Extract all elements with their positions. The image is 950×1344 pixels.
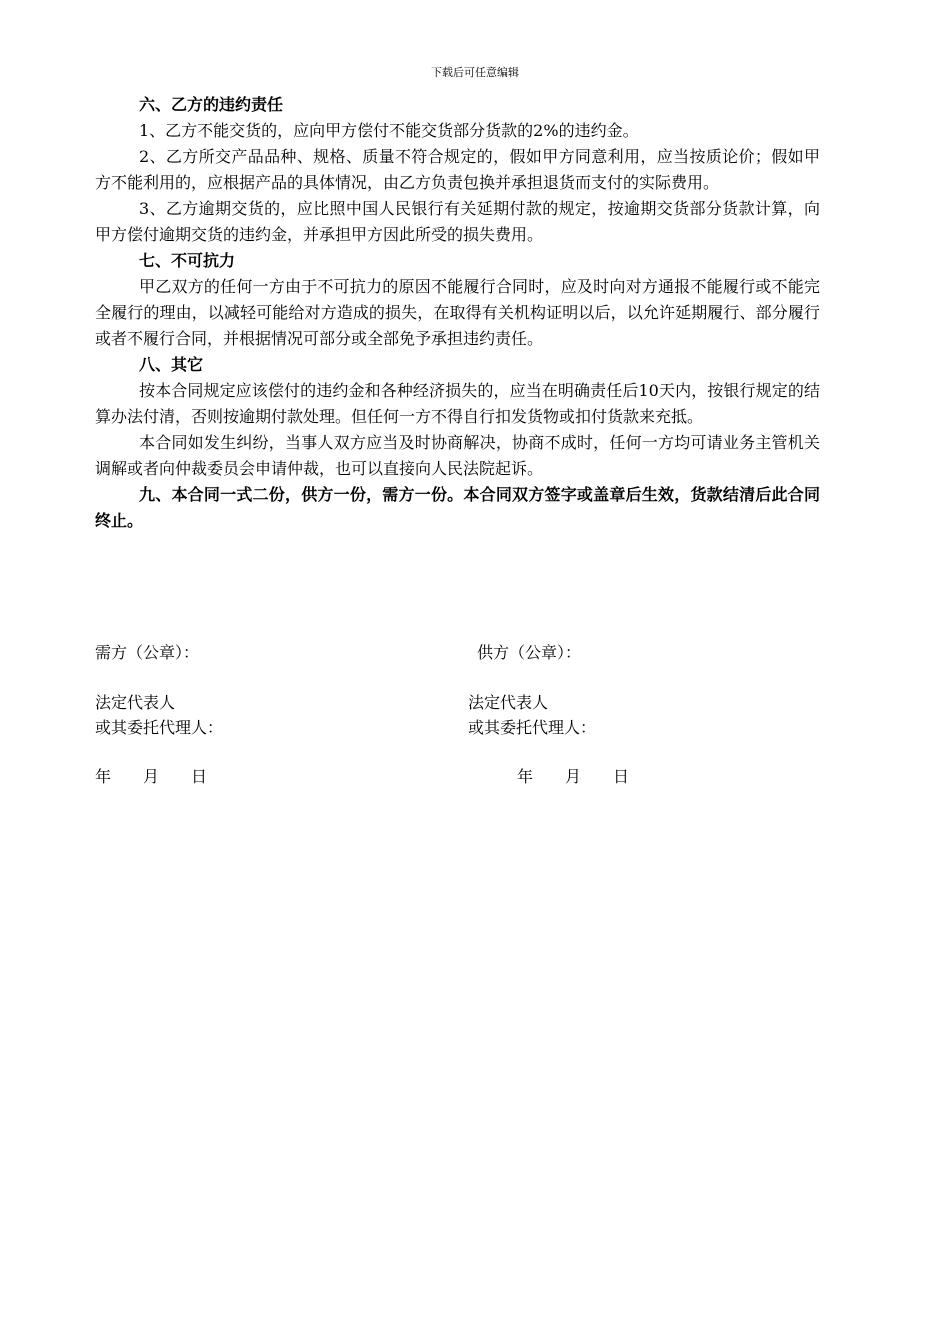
section-6-paragraph-2: 2、乙方所交产品品种、规格、质量不符合规定的，假如甲方同意利用，应当按质论价；假如甲方不能利用的，应根据产品的具体情况，由乙方负责包换并承担退货而支付的实际费用。 — [95, 147, 820, 192]
contract-body — [95, 92, 820, 534]
seller-legal-rep-label: 法定代表人 — [468, 693, 549, 712]
section-8-paragraph-2: 本合同如发生纠纷，当事人双方应当及时协商解决，协商不成时，任何一方均可请业务主管机关调解或者向仲裁委员会申请仲裁，也可以直接向人民法院起诉。 — [95, 433, 820, 478]
section-6-title: 六、乙方的违约责任 — [139, 95, 284, 114]
seller-date-day: 日 — [613, 767, 630, 786]
buyer-date-year: 年 — [95, 767, 112, 786]
seller-date-month: 月 — [565, 767, 582, 786]
section-9-clause: 九、本合同一式二份，供方一份，需方一份。本合同双方签字或盖章后生效，货款结清后此合同终止。 — [95, 485, 820, 530]
buyer-seal-label: 需方（公章）： — [95, 643, 200, 662]
seller-seal-label: 供方（公章）： — [477, 643, 582, 662]
section-8-paragraph-1: 按本合同规定应该偿付的违约金和各种经济损失的，应当在明确责任后10天内，按银行规定的结算办法付清，否则按逾期付款处理。但任何一方不得自行扣发货物或扣付货款来充抵。 — [95, 381, 820, 426]
section-7-paragraph-1: 甲乙双方的任何一方由于不可抗力的原因不能履行合同时，应及时向对方通报不能履行或不能完全履行的理由，以减轻可能给对方造成的损失，在取得有关机构证明以后，以允许延期履行、部分履行或者不履行合同，并根据情况可部分或全部免予承担违约责任。 — [95, 277, 820, 348]
seller-date-year: 年 — [517, 767, 534, 786]
seller-agent-label: 或其委托代理人： — [468, 718, 597, 737]
section-6-paragraph-3: 3、乙方逾期交货的，应比照中国人民银行有关延期付款的规定，按逾期交货部分货款计算，向甲方偿付逾期交货的违约金，并承担甲方因此所受的损失费用。 — [95, 199, 820, 244]
buyer-agent-label: 或其委托代理人： — [95, 718, 224, 737]
section-6-paragraph-1: 1、乙方不能交货的，应向甲方偿付不能交货部分货款的2%的违约金。 — [139, 121, 639, 140]
buyer-legal-rep-label: 法定代表人 — [95, 693, 176, 712]
page-header: 下载后可任意编辑 — [431, 66, 519, 79]
buyer-date-month: 月 — [143, 767, 160, 786]
section-7-title: 七、不可抗力 — [139, 251, 236, 270]
seller-date-line — [517, 765, 629, 789]
buyer-date-day: 日 — [191, 767, 208, 786]
section-8-title: 八、其它 — [139, 355, 204, 374]
buyer-date-line — [95, 765, 207, 789]
